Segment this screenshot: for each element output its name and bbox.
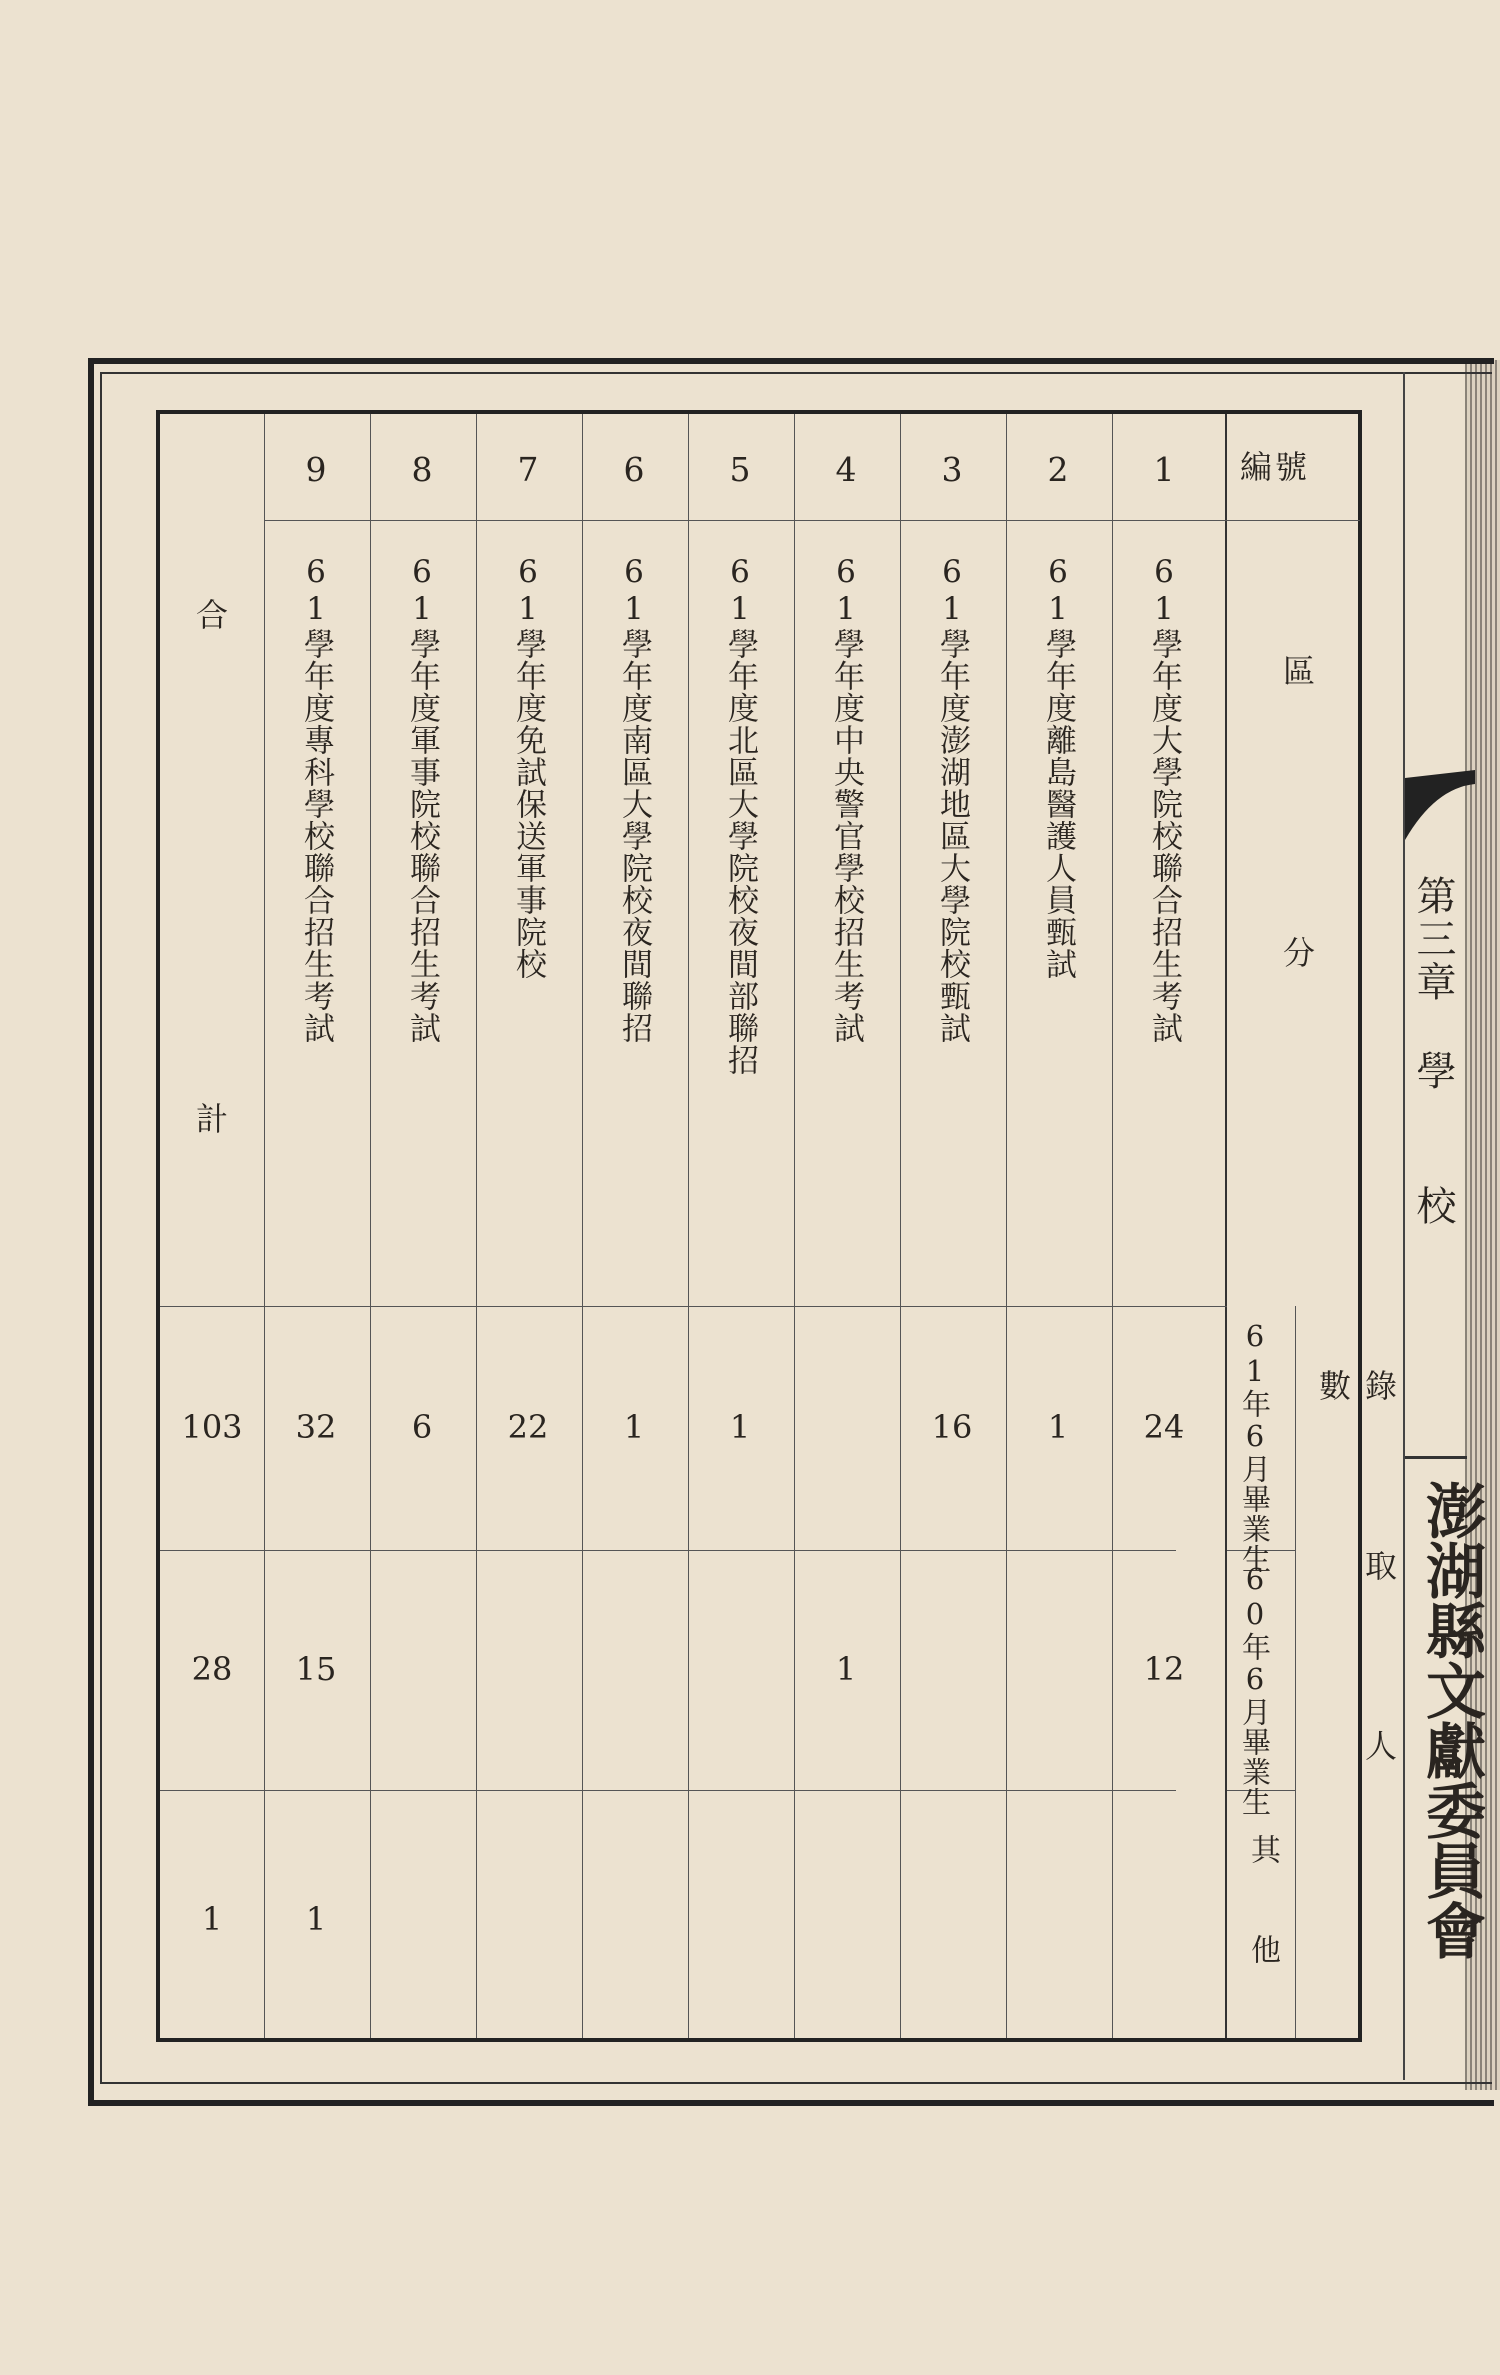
row-number: 8 <box>411 450 433 489</box>
header-admissions: 錄取人數 <box>1314 1369 1398 1909</box>
total-other: 1 <box>201 1900 223 1938</box>
exam-name: 61學年度軍事院校聯合招生考試 <box>404 554 441 1044</box>
exam-name: 61學年度大學院校聯合招生考試 <box>1146 554 1183 1044</box>
value-g61: 6 <box>411 1408 433 1446</box>
row-number: 3 <box>941 450 963 489</box>
row-number: 5 <box>729 450 751 489</box>
title-divider <box>1405 1456 1467 1459</box>
value-g61: 1 <box>1047 1408 1069 1446</box>
row-number: 2 <box>1047 450 1069 489</box>
exam-name: 61學年度免試保送軍事院校 <box>510 554 547 980</box>
row-number: 9 <box>305 450 327 489</box>
section-char-1: 學 <box>1410 1050 1456 1093</box>
value-g60: 15 <box>295 1650 337 1688</box>
value-g60: 1 <box>835 1650 857 1688</box>
exam-name: 61學年度中央警官學校招生考試 <box>828 554 865 1044</box>
total-label-1: 合 <box>196 596 229 634</box>
value-g61: 22 <box>507 1408 549 1446</box>
value-g61: 1 <box>623 1408 645 1446</box>
header-graduates-60: 60年6月畢業生 <box>1238 1562 1272 1817</box>
total-g60: 28 <box>191 1650 233 1688</box>
header-subdivider <box>1226 1434 1227 1435</box>
header-graduates-61: 61年6月畢業生 <box>1238 1319 1272 1574</box>
total-label-2: 計 <box>196 1100 229 1138</box>
book-title: 澎湖縣文獻委員會 <box>1416 1480 1486 1960</box>
exam-name: 61學年度離島醫護人員甄試 <box>1040 554 1077 980</box>
row-number: 7 <box>517 450 539 489</box>
exam-name: 61學年度澎湖地區大學院校甄試 <box>934 554 971 1044</box>
value-g61: 1 <box>729 1408 751 1446</box>
section-char-2: 校 <box>1410 1185 1456 1228</box>
header-other: 其他 <box>1245 1834 1280 2034</box>
exam-name: 61學年度北區大學院校夜間部聯招 <box>722 554 759 1076</box>
value-g61: 32 <box>295 1408 337 1446</box>
chapter-marker-icon <box>1405 770 1475 840</box>
value-other: 1 <box>305 1900 327 1938</box>
value-g60: 12 <box>1143 1650 1185 1688</box>
row-number: 6 <box>623 450 645 489</box>
header-category: 區分 <box>1278 654 1316 1218</box>
row-number: 1 <box>1153 450 1175 489</box>
total-g61: 103 <box>181 1408 243 1446</box>
header-number: 編號 <box>1240 448 1311 486</box>
exam-name: 61學年度專科學校聯合招生考試 <box>298 554 335 1044</box>
admissions-table <box>156 410 1398 2042</box>
exam-name: 61學年度南區大學院校夜間聯招 <box>616 554 653 1044</box>
value-g61: 16 <box>931 1408 973 1446</box>
row-number: 4 <box>835 450 857 489</box>
chapter-title: 第三章 <box>1410 875 1456 1004</box>
value-g61: 24 <box>1143 1408 1185 1446</box>
